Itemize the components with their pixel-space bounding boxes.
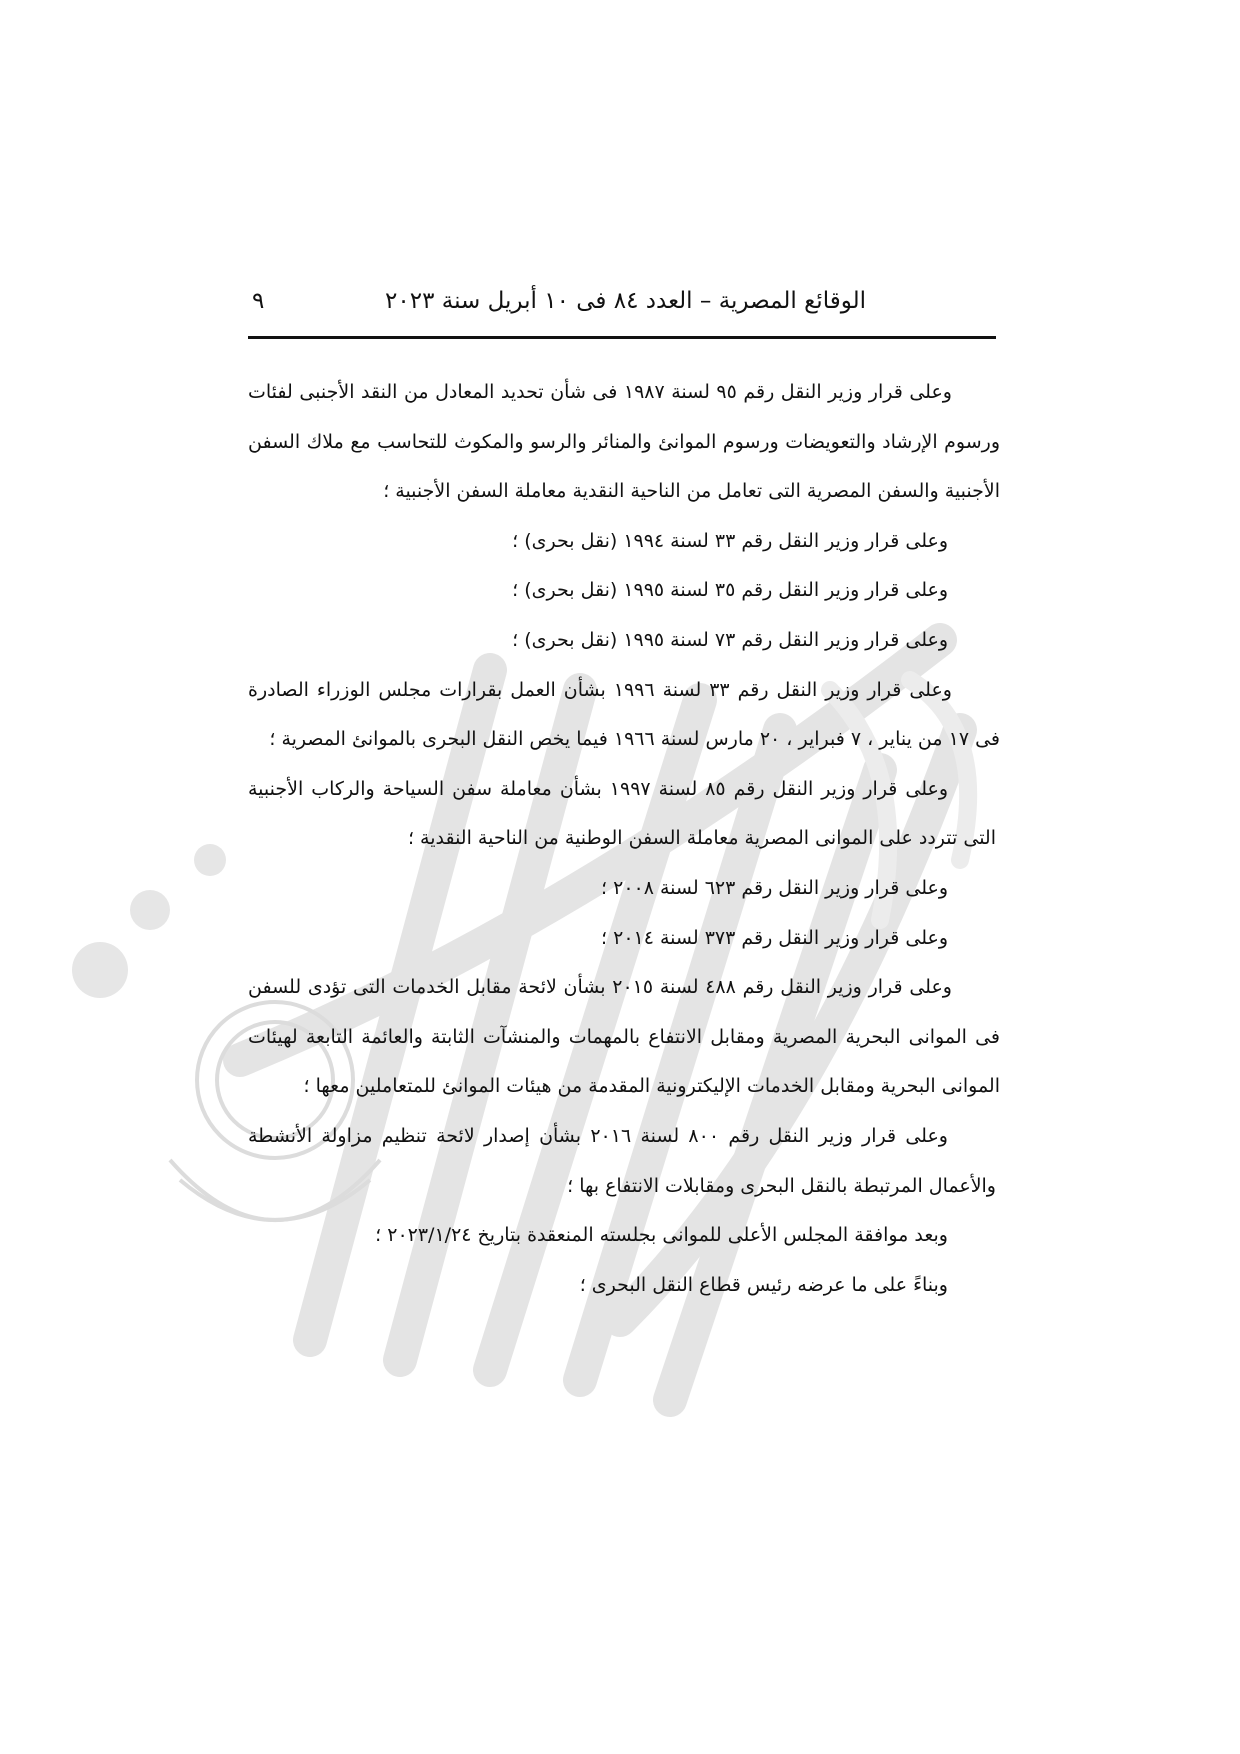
document-body (248, 368, 1000, 1310)
paragraph: وعلى قرار وزير النقل رقم ٩٥ لسنة ١٩٨٧ فى شأن تحديد المعادل من النقد الأجنبى لفئات ورسوم الإرشاد والتعويضات ورسوم الموانئ والمنائر والرسو والمكوث للتحاسب مع ملاك السفن الأجنبية والسفن المصرية التى تعامل من الناحية النقدية معاملة السفن الأجنبية ؛ (248, 381, 1000, 503)
paragraph: وعلى قرار وزير النقل رقم ٣٣ لسنة ١٩٩٤ (نقل بحرى) ؛ (512, 529, 948, 552)
paragraph: وعلى قرار وزير النقل رقم ٣٥ لسنة ١٩٩٥ (نقل بحرى) ؛ (512, 579, 948, 602)
paragraph: وعلى قرار وزير النقل رقم ٨٥ لسنة ١٩٩٧ بشأن معاملة سفن السياحة والركاب الأجنبية التى تتردد على الموانى المصرية معاملة السفن الوطنية من الناحية النقدية ؛ (248, 777, 996, 850)
paragraph: وعلى قرار وزير النقل رقم ٧٣ لسنة ١٩٩٥ (نقل بحرى) ؛ (512, 628, 948, 651)
page-number: ٩ (252, 288, 265, 314)
paragraph: وعلى قرار وزير النقل رقم ٣٣ لسنة ١٩٩٦ بشأن العمل بقرارات مجلس الوزراء الصادرة فى ١٧ من يناير ، ٧ فبراير ، ٢٠ مارس لسنة ١٩٦٦ فيما يخص النقل البحرى بالموانئ المصرية ؛ (248, 678, 1000, 751)
page-header-title: الوقائع المصرية – العدد ٨٤ فى ١٠ أبريل سنة ٢٠٢٣ (385, 288, 866, 314)
paragraph: وعلى قرار وزير النقل رقم ٣٧٣ لسنة ٢٠١٤ ؛ (601, 926, 948, 949)
page-header (248, 280, 996, 339)
paragraph: وعلى قرار وزير النقل رقم ٨٠٠ لسنة ٢٠١٦ بشأن إصدار لائحة تنظيم مزاولة الأنشطة والأعمال المرتبطة بالنقل البحرى ومقابلات الانتفاع بها ؛ (248, 1124, 996, 1197)
paragraph: وبعد موافقة المجلس الأعلى للموانى بجلسته المنعقدة بتاريخ ٢٠٢٣/١/٢٤ ؛ (375, 1224, 948, 1247)
paragraph: وبناءً على ما عرضه رئيس قطاع النقل البحرى ؛ (579, 1273, 948, 1296)
paragraph: وعلى قرار وزير النقل رقم ٤٨٨ لسنة ٢٠١٥ بشأن لائحة مقابل الخدمات التى تؤدى للسفن فى الموانى البحرية المصرية ومقابل الانتفاع بالمهمات والمنشآت الثابتة والعائمة التابعة لهيئات الموانى البحرية ومقابل الخدمات الإليكترونية المقدمة من هيئات الموانئ للمتعاملين معها ؛ (248, 976, 1000, 1098)
paragraph: وعلى قرار وزير النقل رقم ٦٢٣ لسنة ٢٠٠٨ ؛ (601, 876, 948, 899)
